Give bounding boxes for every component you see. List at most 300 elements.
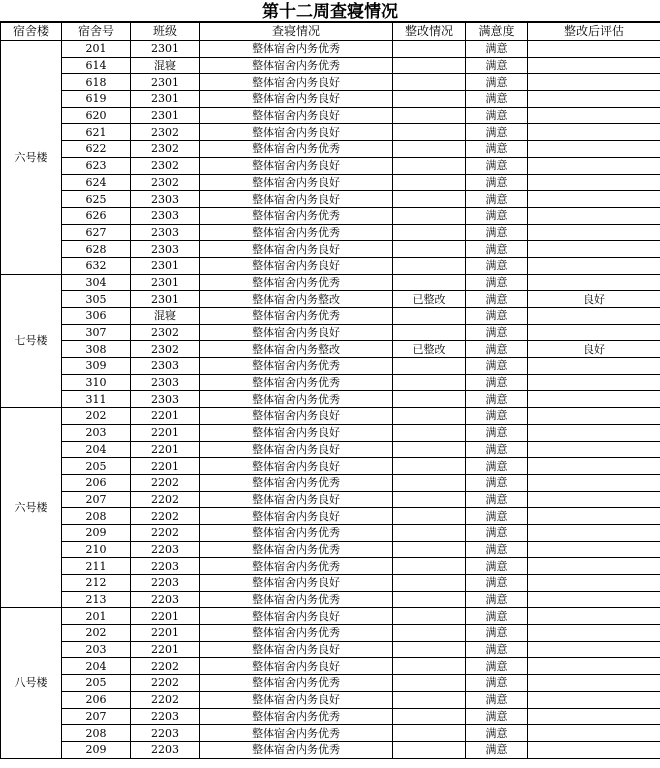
- table-row: [1, 274, 660, 291]
- room-cell: 204: [62, 441, 131, 458]
- satisfaction-cell: 满意: [466, 107, 528, 124]
- header-status: 查寝情况: [200, 23, 393, 41]
- status-cell: 整体宿舍内务良好: [200, 107, 393, 124]
- status-cell: 整体宿舍内务良好: [200, 257, 393, 274]
- class-cell: 2201: [131, 408, 200, 425]
- rectify-cell: [393, 174, 466, 191]
- table-row: [1, 308, 660, 325]
- table-row: [1, 341, 660, 358]
- class-cell: 2201: [131, 608, 200, 625]
- class-cell: 混寝: [131, 57, 200, 74]
- class-cell: 2202: [131, 658, 200, 675]
- satisfaction-cell: 满意: [466, 274, 528, 291]
- class-cell: 2301: [131, 91, 200, 108]
- evaluation-cell: [528, 74, 660, 91]
- class-cell: 2301: [131, 257, 200, 274]
- status-cell: 整体宿舍内务良好: [200, 441, 393, 458]
- class-cell: 2303: [131, 374, 200, 391]
- evaluation-cell: [528, 391, 660, 408]
- rectify-cell: [393, 491, 466, 508]
- status-cell: 整体宿舍内务良好: [200, 641, 393, 658]
- satisfaction-cell: 满意: [466, 391, 528, 408]
- table-row: [1, 608, 660, 625]
- evaluation-cell: [528, 424, 660, 441]
- class-cell: 2203: [131, 708, 200, 725]
- header-evaluation: 整改后评估: [528, 23, 660, 41]
- rectify-cell: 已整改: [393, 291, 466, 308]
- evaluation-cell: [528, 474, 660, 491]
- rectify-cell: [393, 558, 466, 575]
- satisfaction-cell: 满意: [466, 358, 528, 375]
- rectify-cell: [393, 241, 466, 258]
- evaluation-cell: [528, 741, 660, 758]
- room-cell: 204: [62, 658, 131, 675]
- evaluation-cell: [528, 524, 660, 541]
- class-cell: 2201: [131, 458, 200, 475]
- table-row: [1, 691, 660, 708]
- evaluation-cell: [528, 575, 660, 592]
- evaluation-cell: [528, 257, 660, 274]
- table-row: [1, 441, 660, 458]
- satisfaction-cell: 满意: [466, 591, 528, 608]
- status-cell: 整体宿舍内务优秀: [200, 741, 393, 758]
- table-row: [1, 625, 660, 642]
- evaluation-cell: 良好: [528, 341, 660, 358]
- building-cell: 八号楼: [1, 608, 62, 758]
- class-cell: 2203: [131, 558, 200, 575]
- rectify-cell: [393, 424, 466, 441]
- class-cell: 2203: [131, 591, 200, 608]
- header-row: [1, 23, 660, 41]
- class-cell: 2302: [131, 341, 200, 358]
- room-cell: 309: [62, 358, 131, 375]
- room-cell: 213: [62, 591, 131, 608]
- room-cell: 626: [62, 207, 131, 224]
- inspection-table: [0, 22, 660, 759]
- status-cell: 整体宿舍内务良好: [200, 91, 393, 108]
- rectify-cell: [393, 608, 466, 625]
- evaluation-cell: [528, 224, 660, 241]
- class-cell: 2201: [131, 424, 200, 441]
- rectify-cell: [393, 207, 466, 224]
- header-room: 宿舍号: [62, 23, 131, 41]
- evaluation-cell: [528, 207, 660, 224]
- rectify-cell: [393, 224, 466, 241]
- status-cell: 整体宿舍内务良好: [200, 424, 393, 441]
- evaluation-cell: [528, 124, 660, 141]
- rectify-cell: [393, 324, 466, 341]
- satisfaction-cell: 满意: [466, 91, 528, 108]
- satisfaction-cell: 满意: [466, 641, 528, 658]
- table-row: [1, 408, 660, 425]
- status-cell: 整体宿舍内务优秀: [200, 474, 393, 491]
- room-cell: 622: [62, 141, 131, 158]
- room-cell: 625: [62, 191, 131, 208]
- room-cell: 621: [62, 124, 131, 141]
- class-cell: 2303: [131, 241, 200, 258]
- evaluation-cell: [528, 691, 660, 708]
- satisfaction-cell: 满意: [466, 174, 528, 191]
- satisfaction-cell: 满意: [466, 524, 528, 541]
- satisfaction-cell: 满意: [466, 341, 528, 358]
- class-cell: 2302: [131, 157, 200, 174]
- satisfaction-cell: 满意: [466, 424, 528, 441]
- table-row: [1, 141, 660, 158]
- class-cell: 2303: [131, 391, 200, 408]
- rectify-cell: [393, 625, 466, 642]
- status-cell: 整体宿舍内务优秀: [200, 57, 393, 74]
- room-cell: 632: [62, 257, 131, 274]
- table-row: [1, 658, 660, 675]
- status-cell: 整体宿舍内务优秀: [200, 224, 393, 241]
- room-cell: 623: [62, 157, 131, 174]
- class-cell: 2303: [131, 224, 200, 241]
- evaluation-cell: [528, 508, 660, 525]
- satisfaction-cell: 满意: [466, 491, 528, 508]
- evaluation-cell: [528, 41, 660, 58]
- table-row: [1, 257, 660, 274]
- rectify-cell: [393, 91, 466, 108]
- status-cell: 整体宿舍内务良好: [200, 324, 393, 341]
- rectify-cell: [393, 74, 466, 91]
- table-row: [1, 725, 660, 742]
- evaluation-cell: [528, 308, 660, 325]
- class-cell: 2302: [131, 141, 200, 158]
- class-cell: 2202: [131, 524, 200, 541]
- satisfaction-cell: 满意: [466, 224, 528, 241]
- evaluation-cell: [528, 491, 660, 508]
- rectify-cell: [393, 474, 466, 491]
- class-cell: 2203: [131, 541, 200, 558]
- status-cell: 整体宿舍内务优秀: [200, 558, 393, 575]
- evaluation-cell: [528, 625, 660, 642]
- evaluation-cell: [528, 408, 660, 425]
- room-cell: 311: [62, 391, 131, 408]
- room-cell: 624: [62, 174, 131, 191]
- rectify-cell: [393, 708, 466, 725]
- room-cell: 308: [62, 341, 131, 358]
- table-row: [1, 174, 660, 191]
- satisfaction-cell: 满意: [466, 741, 528, 758]
- status-cell: 整体宿舍内务良好: [200, 508, 393, 525]
- room-cell: 206: [62, 474, 131, 491]
- evaluation-cell: [528, 541, 660, 558]
- room-cell: 207: [62, 708, 131, 725]
- rectify-cell: [393, 541, 466, 558]
- rectify-cell: [393, 458, 466, 475]
- status-cell: 整体宿舍内务良好: [200, 124, 393, 141]
- satisfaction-cell: 满意: [466, 558, 528, 575]
- evaluation-cell: [528, 107, 660, 124]
- room-cell: 307: [62, 324, 131, 341]
- class-cell: 2203: [131, 725, 200, 742]
- rectify-cell: [393, 691, 466, 708]
- satisfaction-cell: 满意: [466, 625, 528, 642]
- class-cell: 2203: [131, 575, 200, 592]
- table-row: [1, 291, 660, 308]
- table-row: [1, 575, 660, 592]
- status-cell: 整体宿舍内务良好: [200, 691, 393, 708]
- class-cell: 2301: [131, 41, 200, 58]
- satisfaction-cell: 满意: [466, 541, 528, 558]
- class-cell: 2202: [131, 691, 200, 708]
- header-building: 宿舍楼: [1, 23, 62, 41]
- room-cell: 619: [62, 91, 131, 108]
- evaluation-cell: [528, 558, 660, 575]
- room-cell: 212: [62, 575, 131, 592]
- table-row: [1, 491, 660, 508]
- class-cell: 2201: [131, 441, 200, 458]
- rectify-cell: [393, 641, 466, 658]
- rectify-cell: [393, 191, 466, 208]
- rectify-cell: [393, 658, 466, 675]
- evaluation-cell: [528, 641, 660, 658]
- rectify-cell: [393, 725, 466, 742]
- room-cell: 205: [62, 458, 131, 475]
- room-cell: 310: [62, 374, 131, 391]
- rectify-cell: [393, 57, 466, 74]
- table-body: [1, 41, 660, 759]
- class-cell: 2202: [131, 491, 200, 508]
- rectify-cell: [393, 408, 466, 425]
- evaluation-cell: [528, 458, 660, 475]
- satisfaction-cell: 满意: [466, 191, 528, 208]
- room-cell: 202: [62, 625, 131, 642]
- status-cell: 整体宿舍内务良好: [200, 658, 393, 675]
- status-cell: 整体宿舍内务优秀: [200, 374, 393, 391]
- status-cell: 整体宿舍内务优秀: [200, 675, 393, 692]
- satisfaction-cell: 满意: [466, 291, 528, 308]
- table-row: [1, 74, 660, 91]
- room-cell: 203: [62, 424, 131, 441]
- satisfaction-cell: 满意: [466, 408, 528, 425]
- table-row: [1, 91, 660, 108]
- table-row: [1, 107, 660, 124]
- table-row: [1, 474, 660, 491]
- class-cell: 2302: [131, 124, 200, 141]
- rectify-cell: 已整改: [393, 341, 466, 358]
- rectify-cell: [393, 257, 466, 274]
- status-cell: 整体宿舍内务优秀: [200, 625, 393, 642]
- room-cell: 209: [62, 524, 131, 541]
- table-row: [1, 558, 660, 575]
- satisfaction-cell: 满意: [466, 308, 528, 325]
- status-cell: 整体宿舍内务优秀: [200, 41, 393, 58]
- class-cell: 2301: [131, 107, 200, 124]
- table-row: [1, 57, 660, 74]
- table-row: [1, 424, 660, 441]
- evaluation-cell: [528, 157, 660, 174]
- class-cell: 2303: [131, 207, 200, 224]
- status-cell: 整体宿舍内务优秀: [200, 524, 393, 541]
- rectify-cell: [393, 441, 466, 458]
- satisfaction-cell: 满意: [466, 41, 528, 58]
- building-cell: 七号楼: [1, 274, 62, 408]
- satisfaction-cell: 满意: [466, 157, 528, 174]
- table-row: [1, 641, 660, 658]
- status-cell: 整体宿舍内务良好: [200, 191, 393, 208]
- status-cell: 整体宿舍内务良好: [200, 458, 393, 475]
- rectify-cell: [393, 107, 466, 124]
- room-cell: 206: [62, 691, 131, 708]
- status-cell: 整体宿舍内务优秀: [200, 141, 393, 158]
- satisfaction-cell: 满意: [466, 207, 528, 224]
- class-cell: 2201: [131, 625, 200, 642]
- evaluation-cell: [528, 675, 660, 692]
- rectify-cell: [393, 575, 466, 592]
- status-cell: 整体宿舍内务良好: [200, 491, 393, 508]
- rectify-cell: [393, 274, 466, 291]
- status-cell: 整体宿舍内务优秀: [200, 391, 393, 408]
- rectify-cell: [393, 141, 466, 158]
- status-cell: 整体宿舍内务良好: [200, 575, 393, 592]
- evaluation-cell: [528, 191, 660, 208]
- room-cell: 620: [62, 107, 131, 124]
- rectify-cell: [393, 591, 466, 608]
- class-cell: 混寝: [131, 308, 200, 325]
- rectify-cell: [393, 374, 466, 391]
- table-row: [1, 324, 660, 341]
- status-cell: 整体宿舍内务良好: [200, 241, 393, 258]
- status-cell: 整体宿舍内务良好: [200, 608, 393, 625]
- status-cell: 整体宿舍内务良好: [200, 74, 393, 91]
- class-cell: 2302: [131, 324, 200, 341]
- satisfaction-cell: 满意: [466, 675, 528, 692]
- table-row: [1, 374, 660, 391]
- satisfaction-cell: 满意: [466, 458, 528, 475]
- room-cell: 208: [62, 725, 131, 742]
- room-cell: 627: [62, 224, 131, 241]
- satisfaction-cell: 满意: [466, 374, 528, 391]
- table-row: [1, 391, 660, 408]
- room-cell: 202: [62, 408, 131, 425]
- table-row: [1, 358, 660, 375]
- status-cell: 整体宿舍内务整改: [200, 341, 393, 358]
- class-cell: 2302: [131, 174, 200, 191]
- room-cell: 211: [62, 558, 131, 575]
- room-cell: 304: [62, 274, 131, 291]
- room-cell: 208: [62, 508, 131, 525]
- status-cell: 整体宿舍内务良好: [200, 174, 393, 191]
- evaluation-cell: [528, 725, 660, 742]
- status-cell: 整体宿舍内务优秀: [200, 541, 393, 558]
- status-cell: 整体宿舍内务优秀: [200, 725, 393, 742]
- satisfaction-cell: 满意: [466, 241, 528, 258]
- status-cell: 整体宿舍内务良好: [200, 157, 393, 174]
- class-cell: 2202: [131, 474, 200, 491]
- page-title: 第十二周查寝情况: [0, 0, 660, 22]
- evaluation-cell: 良好: [528, 291, 660, 308]
- header-rectify: 整改情况: [393, 23, 466, 41]
- status-cell: 整体宿舍内务优秀: [200, 207, 393, 224]
- class-cell: 2203: [131, 741, 200, 758]
- class-cell: 2202: [131, 675, 200, 692]
- class-cell: 2303: [131, 191, 200, 208]
- status-cell: 整体宿舍内务优秀: [200, 591, 393, 608]
- satisfaction-cell: 满意: [466, 691, 528, 708]
- rectify-cell: [393, 741, 466, 758]
- evaluation-cell: [528, 591, 660, 608]
- satisfaction-cell: 满意: [466, 608, 528, 625]
- class-cell: 2303: [131, 358, 200, 375]
- satisfaction-cell: 满意: [466, 257, 528, 274]
- evaluation-cell: [528, 241, 660, 258]
- evaluation-cell: [528, 91, 660, 108]
- satisfaction-cell: 满意: [466, 124, 528, 141]
- table-row: [1, 224, 660, 241]
- status-cell: 整体宿舍内务优秀: [200, 708, 393, 725]
- satisfaction-cell: 满意: [466, 508, 528, 525]
- evaluation-cell: [528, 358, 660, 375]
- status-cell: 整体宿舍内务整改: [200, 291, 393, 308]
- satisfaction-cell: 满意: [466, 474, 528, 491]
- rectify-cell: [393, 124, 466, 141]
- evaluation-cell: [528, 57, 660, 74]
- table-row: [1, 541, 660, 558]
- evaluation-cell: [528, 141, 660, 158]
- room-cell: 618: [62, 74, 131, 91]
- satisfaction-cell: 满意: [466, 658, 528, 675]
- table-row: [1, 241, 660, 258]
- class-cell: 2301: [131, 291, 200, 308]
- room-cell: 305: [62, 291, 131, 308]
- evaluation-cell: [528, 274, 660, 291]
- table-row: [1, 124, 660, 141]
- rectify-cell: [393, 524, 466, 541]
- evaluation-cell: [528, 374, 660, 391]
- header-class: 班级: [131, 23, 200, 41]
- room-cell: 614: [62, 57, 131, 74]
- satisfaction-cell: 满意: [466, 141, 528, 158]
- rectify-cell: [393, 308, 466, 325]
- table-row: [1, 157, 660, 174]
- status-cell: 整体宿舍内务优秀: [200, 358, 393, 375]
- evaluation-cell: [528, 324, 660, 341]
- room-cell: 207: [62, 491, 131, 508]
- satisfaction-cell: 满意: [466, 74, 528, 91]
- table-row: [1, 41, 660, 58]
- satisfaction-cell: 满意: [466, 725, 528, 742]
- satisfaction-cell: 满意: [466, 575, 528, 592]
- room-cell: 205: [62, 675, 131, 692]
- evaluation-cell: [528, 441, 660, 458]
- status-cell: 整体宿舍内务优秀: [200, 308, 393, 325]
- rectify-cell: [393, 508, 466, 525]
- table-row: [1, 591, 660, 608]
- room-cell: 203: [62, 641, 131, 658]
- class-cell: 2301: [131, 274, 200, 291]
- rectify-cell: [393, 41, 466, 58]
- header-satisfaction: 满意度: [466, 23, 528, 41]
- evaluation-cell: [528, 608, 660, 625]
- satisfaction-cell: 满意: [466, 324, 528, 341]
- table-row: [1, 191, 660, 208]
- table-row: [1, 458, 660, 475]
- satisfaction-cell: 满意: [466, 708, 528, 725]
- rectify-cell: [393, 675, 466, 692]
- satisfaction-cell: 满意: [466, 441, 528, 458]
- table-row: [1, 675, 660, 692]
- class-cell: 2301: [131, 74, 200, 91]
- rectify-cell: [393, 391, 466, 408]
- room-cell: 306: [62, 308, 131, 325]
- rectify-cell: [393, 157, 466, 174]
- room-cell: 201: [62, 608, 131, 625]
- table-row: [1, 207, 660, 224]
- room-cell: 210: [62, 541, 131, 558]
- table-row: [1, 508, 660, 525]
- room-cell: 201: [62, 41, 131, 58]
